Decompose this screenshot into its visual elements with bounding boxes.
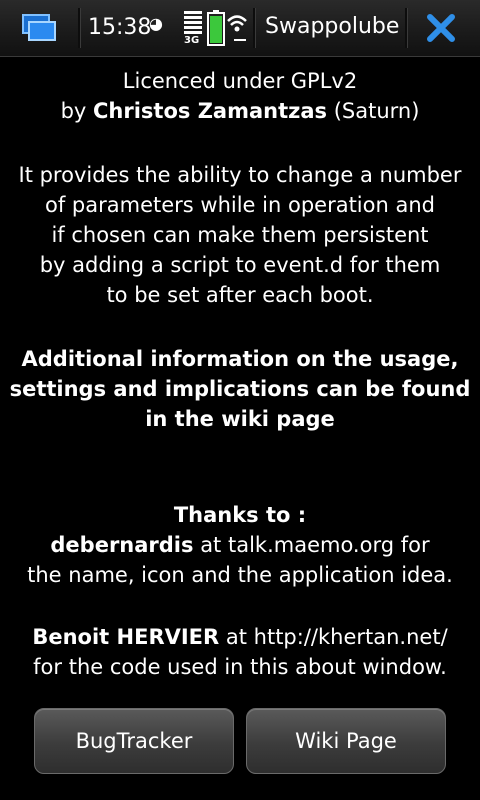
credit-line: for the code used in this about window.	[33, 655, 447, 679]
status-divider	[78, 8, 81, 48]
author-alias: (Saturn)	[327, 99, 420, 123]
description-line: by adding a script to event.d for them	[39, 253, 441, 277]
licence-block	[0, 66, 480, 126]
status-divider	[253, 8, 256, 48]
task-switcher-icon[interactable]	[14, 12, 64, 46]
thanks-name: debernardis	[50, 533, 194, 557]
licence-line: Licenced under GPLv2	[122, 69, 358, 93]
status-divider	[405, 8, 408, 48]
additional-info-line: Additional information on the usage,	[21, 347, 459, 371]
wiki-page-button[interactable]: Wiki Page	[246, 708, 446, 774]
description-line: It provides the ability to change a number	[18, 163, 462, 187]
status-bar	[0, 0, 480, 57]
description-line: if chosen can make them persistent	[51, 223, 429, 247]
thanks-title: Thanks to :	[173, 503, 307, 527]
wifi-icon	[226, 12, 248, 46]
network-type-label: 3G	[184, 35, 200, 46]
credit-line: Benoit HERVIER at http://khertan.net/	[32, 625, 448, 649]
description-line: to be set after each boot.	[106, 283, 374, 307]
credit-name: Benoit HERVIER	[32, 625, 220, 649]
thanks-block	[0, 500, 480, 590]
description-line: of parameters while in operation and	[45, 193, 435, 217]
credit-block	[0, 622, 480, 682]
thanks-line: the name, icon and the application idea.	[27, 563, 453, 587]
description-block	[0, 160, 480, 310]
close-icon	[426, 13, 456, 43]
additional-info-line: settings and implications can be found	[9, 377, 471, 401]
thanks-line: debernardis at talk.maemo.org for	[50, 533, 430, 557]
author-prefix: by	[60, 99, 93, 123]
clock-time: 15:38	[88, 15, 152, 40]
additional-info-block	[0, 344, 480, 434]
additional-info-line: in the wiki page	[145, 407, 335, 431]
author-name: Christos Zamantzas	[93, 99, 328, 123]
bugtracker-button[interactable]: BugTracker	[34, 708, 234, 774]
alarm-icon: ◕	[149, 14, 163, 33]
battery-icon	[207, 10, 225, 46]
close-button[interactable]	[420, 8, 462, 48]
app-title: Swappolube	[265, 14, 400, 39]
author-line	[0, 96, 480, 126]
